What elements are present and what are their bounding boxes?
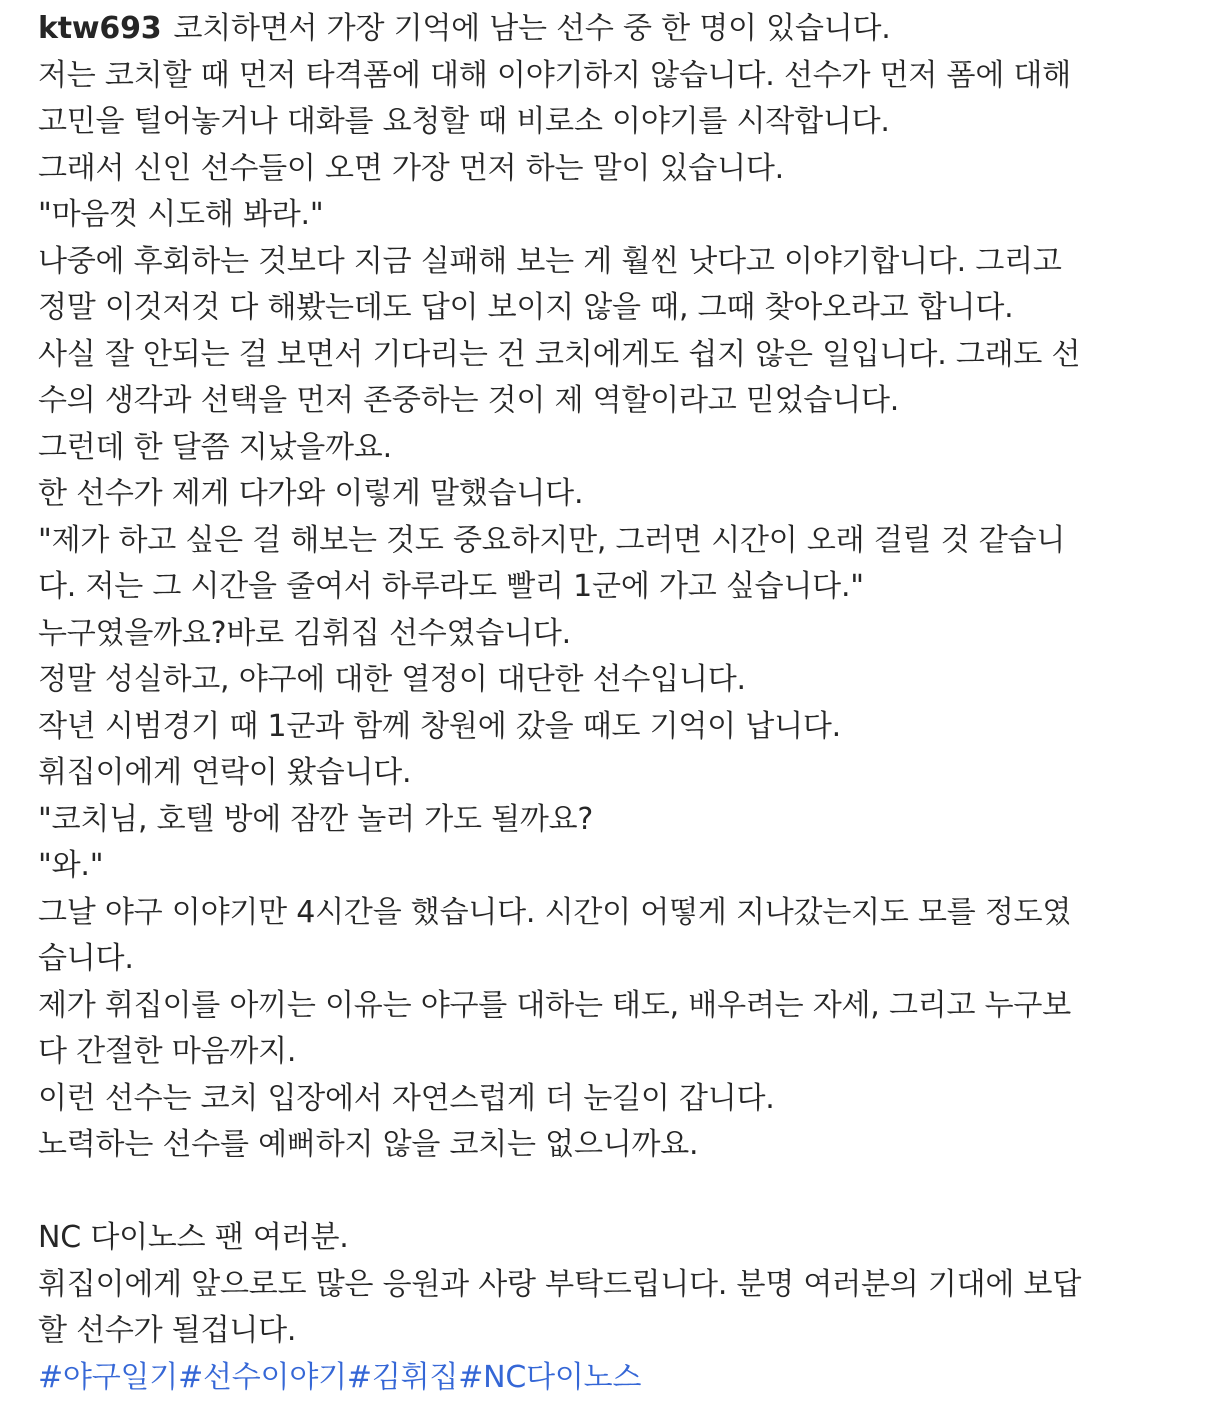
caption-line-0: 코치하면서 가장 기억에 남는 선수 중 한 명이 있습니다.: [173, 11, 890, 46]
caption-line: "제가 하고 싶은 걸 해보는 것도 중요하지만, 그러면 시간이 오래 걸릴 것 같습니: [38, 518, 1178, 565]
caption-line: 이런 선수는 코치 입장에서 자연스럽게 더 눈길이 갑니다.: [38, 1076, 1178, 1123]
caption-line: "마음껏 시도해 봐라.": [38, 192, 1178, 239]
hashtag-link[interactable]: #선수이야기: [178, 1360, 347, 1395]
caption-line: 제가 휘집이를 아끼는 이유는 야구를 대하는 태도, 배우려는 자세, 그리고 누구보: [38, 983, 1178, 1030]
hashtag-link[interactable]: #NC다이노스: [458, 1360, 641, 1395]
caption-line: 수의 생각과 선택을 먼저 존중하는 것이 제 역할이라고 믿었습니다.: [38, 378, 1178, 425]
caption-line: 노력하는 선수를 예뻐하지 않을 코치는 없으니까요.: [38, 1122, 1178, 1169]
caption-line: 누구였을까요?바로 김휘집 선수였습니다.: [38, 611, 1178, 658]
caption-line: 그런데 한 달쯤 지났을까요.: [38, 425, 1178, 472]
post-caption: [38, 6, 1178, 1401]
hashtag-link[interactable]: #김휘집: [347, 1360, 458, 1395]
caption-first-line: [38, 6, 1178, 53]
caption-line: 그래서 신인 선수들이 오면 가장 먼저 하는 말이 있습니다.: [38, 146, 1178, 193]
caption-line: 다 간절한 마음까지.: [38, 1029, 1178, 1076]
caption-line: 다. 저는 그 시간을 줄여서 하루라도 빨리 1군에 가고 싶습니다.": [38, 564, 1178, 611]
closing-line: 할 선수가 될겁니다.: [38, 1308, 1178, 1355]
caption-line: 사실 잘 안되는 걸 보면서 기다리는 건 코치에게도 쉽지 않은 일입니다. 그래도 선: [38, 332, 1178, 379]
caption-line: 한 선수가 제게 다가와 이렇게 말했습니다.: [38, 471, 1178, 518]
hashtag-row: [38, 1355, 1178, 1401]
closing-line: NC 다이노스 팬 여러분.: [38, 1215, 1178, 1262]
caption-line: 습니다.: [38, 936, 1178, 983]
caption-line: 정말 성실하고, 야구에 대한 열정이 대단한 선수입니다.: [38, 657, 1178, 704]
username-link[interactable]: ktw693: [38, 11, 161, 46]
caption-line: 나중에 후회하는 것보다 지금 실패해 보는 게 훨씬 낫다고 이야기합니다. 그리고: [38, 239, 1178, 286]
caption-line: "코치님, 호텔 방에 잠깐 놀러 가도 될까요?: [38, 797, 1178, 844]
caption-line: 그날 야구 이야기만 4시간을 했습니다. 시간이 어떻게 지나갔는지도 모를 정도였: [38, 890, 1178, 937]
caption-line: "와.": [38, 843, 1178, 890]
paragraph-spacer: [38, 1169, 1178, 1216]
caption-line: 고민을 털어놓거나 대화를 요청할 때 비로소 이야기를 시작합니다.: [38, 99, 1178, 146]
caption-line: 저는 코치할 때 먼저 타격폼에 대해 이야기하지 않습니다. 선수가 먼저 폼에 대해: [38, 53, 1178, 100]
hashtag-link[interactable]: #야구일기: [38, 1360, 178, 1395]
caption-line: 정말 이것저것 다 해봤는데도 답이 보이지 않을 때, 그때 찾아오라고 합니다.: [38, 285, 1178, 332]
closing-line: 휘집이에게 앞으로도 많은 응원과 사랑 부탁드립니다. 분명 여러분의 기대에 보답: [38, 1262, 1178, 1309]
caption-line: 작년 시범경기 때 1군과 함께 창원에 갔을 때도 기억이 납니다.: [38, 704, 1178, 751]
caption-line: 휘집이에게 연락이 왔습니다.: [38, 750, 1178, 797]
